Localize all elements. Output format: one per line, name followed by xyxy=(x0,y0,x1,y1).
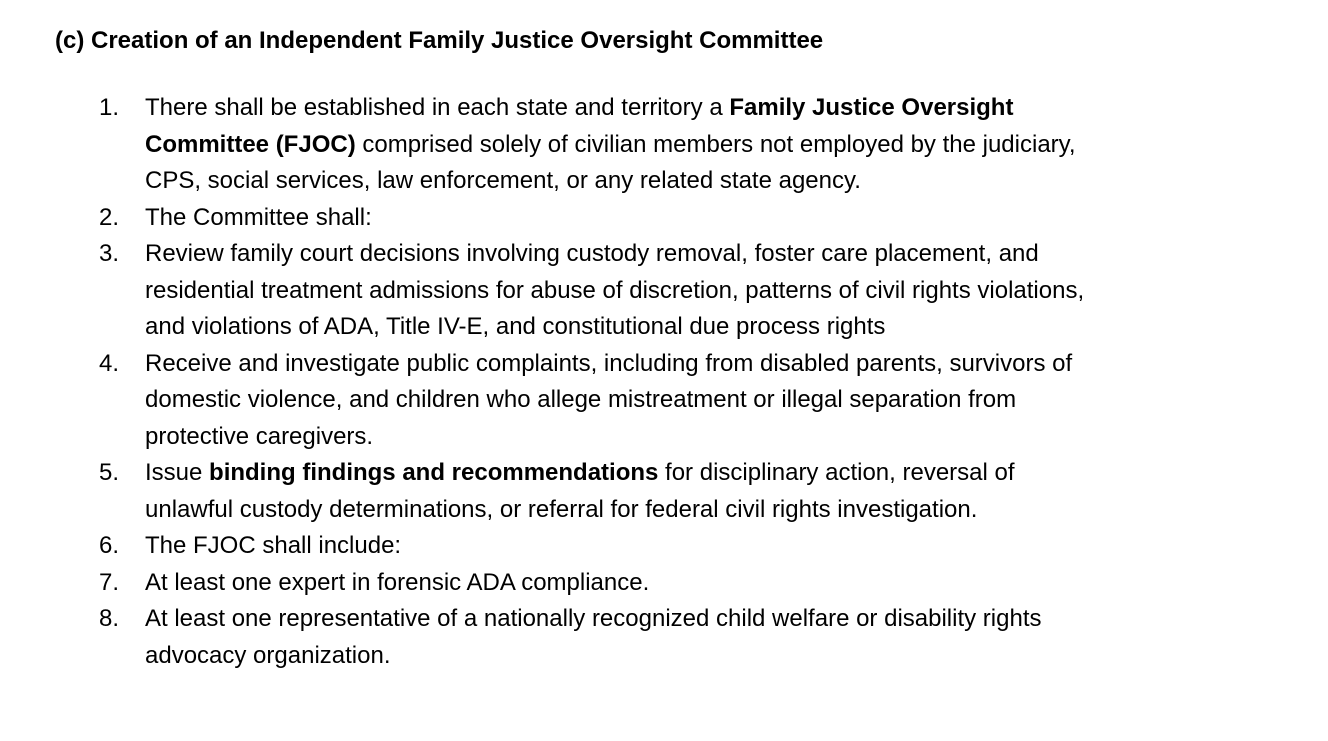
bold-text: Committee (FJOC) xyxy=(145,130,356,158)
list-item-text-line xyxy=(145,200,1328,237)
list-item-text-line xyxy=(145,601,1328,638)
list-item xyxy=(0,90,1328,200)
list-item xyxy=(0,200,1328,237)
text: The FJOC shall include: xyxy=(145,532,402,559)
list-item-number: 3. xyxy=(99,240,120,267)
text: for disciplinary action, reversal of xyxy=(658,459,1015,486)
list-item xyxy=(0,601,1328,674)
list-item-number: 5. xyxy=(99,459,120,486)
section-heading: (c) Creation of an Independent Family Justice Oversight Committee xyxy=(55,27,824,54)
text: Review family court decisions involving custody removal, foster care placement, and xyxy=(145,240,1039,267)
list-item-number: 7. xyxy=(99,568,120,596)
list-item-text-line xyxy=(145,273,1328,310)
list-item-number: 1. xyxy=(99,94,120,121)
list-item-number: 6. xyxy=(99,532,120,559)
list-item-text-line xyxy=(145,528,1328,565)
list-item-text-line xyxy=(145,419,1328,456)
list-item xyxy=(0,565,1328,602)
list-item xyxy=(0,236,1328,346)
list-item-text-line xyxy=(145,309,1328,346)
text: comprised solely of civilian members not employed by the judiciary, xyxy=(355,130,1076,158)
list-item-number: 4. xyxy=(99,349,120,377)
list-item-text-line xyxy=(145,163,1328,200)
text: domestic violence, and children who allege mistreatment or illegal separation from xyxy=(145,386,1017,413)
text: CPS, social services, law enforcement, or any related state agency. xyxy=(145,167,861,194)
bold-text: Family Justice Oversight xyxy=(729,94,1014,121)
text: Receive and investigate public complaints, including from disabled parents, survivors of xyxy=(145,349,1073,377)
text: residential treatment admissions for abuse of discretion, patterns of civil rights violations, xyxy=(145,276,1085,304)
list-item xyxy=(0,528,1328,565)
list-item-number: 2. xyxy=(99,203,120,231)
text: There shall be established in each state and territory a xyxy=(145,94,730,121)
list-item-text-line xyxy=(145,127,1328,164)
text: Issue xyxy=(145,459,210,486)
list-item xyxy=(0,455,1328,528)
text: protective caregivers. xyxy=(145,422,374,450)
bold-text: binding findings and recommendations xyxy=(209,459,659,486)
text: At least one representative of a nationally recognized child welfare or disability rights xyxy=(145,605,1042,632)
text: At least one expert in forensic ADA compliance. xyxy=(145,568,650,596)
list-item-text-line xyxy=(145,455,1328,492)
list-item-text-line xyxy=(145,638,1328,675)
numbered-list xyxy=(0,90,1328,674)
text: unlawful custody determinations, or referral for federal civil rights investigation. xyxy=(145,495,978,523)
list-item-number: 8. xyxy=(99,605,120,632)
list-item xyxy=(0,346,1328,456)
list-item-text-line xyxy=(145,236,1328,273)
list-item-text-line xyxy=(145,492,1328,529)
text: advocacy organization. xyxy=(145,641,391,669)
text: and violations of ADA, Title IV-E, and constitutional due process rights xyxy=(145,313,886,340)
list-item-text-line xyxy=(145,565,1328,602)
list-item-text-line xyxy=(145,346,1328,383)
list-item-text-line xyxy=(145,382,1328,419)
list-item-text-line xyxy=(145,90,1328,127)
text: The Committee shall: xyxy=(145,203,372,231)
